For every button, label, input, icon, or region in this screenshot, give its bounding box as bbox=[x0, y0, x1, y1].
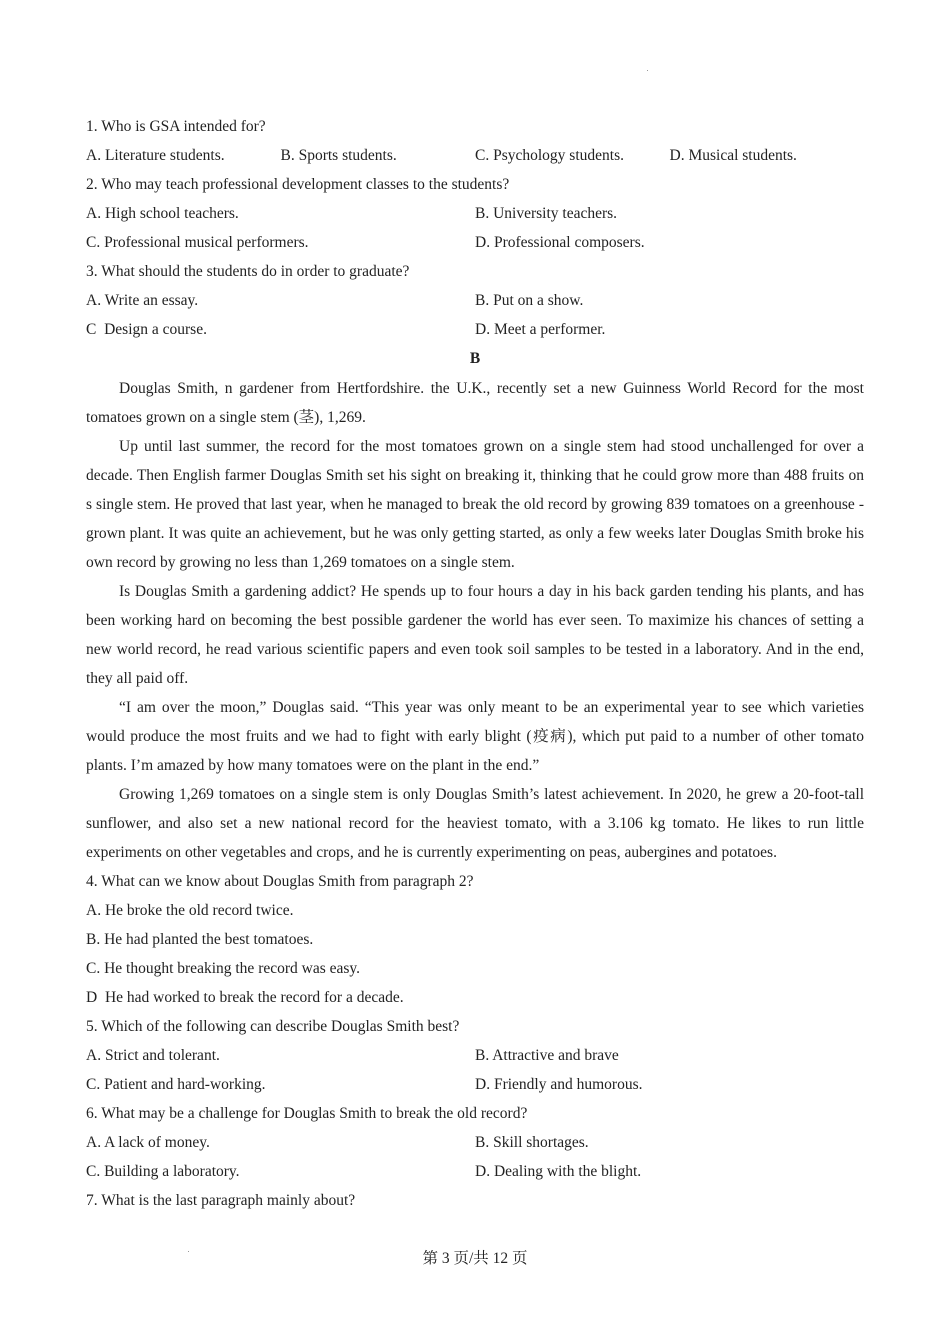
question-4: 4. What can we know about Douglas Smith from paragraph 2? bbox=[86, 873, 474, 890]
passage-paragraph-3: Is Douglas Smith a gardening addict? He spends up to four hours a day in his back garden tending his plants, and has been working hard on becoming the best possible gardener the world has ever seen. To maximize his chances of setting a new world record, he read various scientific papers and even took soil samples to be tested in a laboratory. And in the end, they all paid off. bbox=[86, 583, 864, 687]
question-3-options-row1 bbox=[86, 286, 864, 315]
option-d: D. Professional composers. bbox=[475, 234, 645, 251]
option-a: A. He broke the old record twice. bbox=[86, 902, 294, 919]
passage-paragraph-1: Douglas Smith, n gardener from Hertfordshire. the U.K., recently set a new Guinness World Record for the most tomatoes grown on a single stem (茎), 1,269. bbox=[86, 380, 864, 426]
option-b: B. He had planted the best tomatoes. bbox=[86, 931, 314, 948]
question-6-options-row1 bbox=[86, 1128, 864, 1157]
option-b: B. Sports students. bbox=[280, 147, 397, 164]
option-a: A. Literature students. bbox=[86, 147, 225, 164]
option-a: A. Write an essay. bbox=[86, 292, 199, 309]
option-a: A. A lack of money. bbox=[86, 1134, 210, 1151]
section-heading: B bbox=[469, 350, 481, 367]
scan-speck bbox=[647, 70, 648, 71]
passage-paragraph-2: Up until last summer, the record for the most tomatoes grown on a single stem had stood unchallenged for over a decade. Then English farmer Douglas Smith set his sight on breaking it, thinking that he could grow more than 488 fruits on s single stem. He proved that last year, when he managed to break the old record by growing 839 tomatoes on a greenhouse -grown plant. It was quite an achievement, but he was only getting started, as only a few weeks later Douglas Smith broke his own record by growing no less than 1,269 tomatoes on a single stem. bbox=[86, 438, 864, 571]
page-number: 第 3 页/共 12 页 bbox=[422, 1250, 528, 1267]
option-b: B. Attractive and brave bbox=[475, 1047, 619, 1064]
option-c: C. Professional musical performers. bbox=[86, 234, 309, 251]
question-2: 2. Who may teach professional development classes to the students? bbox=[86, 176, 510, 193]
option-a: A. Strict and tolerant. bbox=[86, 1047, 220, 1064]
question-3-options-row2 bbox=[86, 315, 864, 344]
option-c: C. Psychology students. bbox=[475, 147, 624, 164]
question-2-options-row2 bbox=[86, 228, 864, 257]
option-c: C. Patient and hard-working. bbox=[86, 1076, 266, 1093]
question-2-options-row1 bbox=[86, 199, 864, 228]
option-c: C. Building a laboratory. bbox=[86, 1163, 240, 1180]
option-d: D. Dealing with the blight. bbox=[475, 1163, 642, 1180]
option-a: A. High school teachers. bbox=[86, 205, 239, 222]
question-6: 6. What may be a challenge for Douglas Smith to break the old record? bbox=[86, 1105, 528, 1122]
option-b: B. Skill shortages. bbox=[475, 1134, 589, 1151]
option-d: D. Meet a performer. bbox=[475, 321, 606, 338]
question-5-options-row2 bbox=[86, 1070, 864, 1099]
option-d: D. Musical students. bbox=[669, 147, 797, 164]
passage-paragraph-4: “I am over the moon,” Douglas said. “This year was only meant to be an experimental year to see which varieties would produce the most fruits and we had to fight with early blight (疫病), which put paid to a number of other tomato plants. I’m amazed by how many tomatoes were on the plant in the end.” bbox=[86, 699, 864, 774]
question-6-options-row2 bbox=[86, 1157, 864, 1186]
option-d: D He had worked to break the record for a decade. bbox=[86, 989, 404, 1006]
question-3: 3. What should the students do in order to graduate? bbox=[86, 263, 410, 280]
question-1-options bbox=[86, 141, 864, 170]
option-d: D. Friendly and humorous. bbox=[475, 1076, 643, 1093]
question-5: 5. Which of the following can describe Douglas Smith best? bbox=[86, 1018, 460, 1035]
option-b: B. Put on a show. bbox=[475, 292, 584, 309]
option-c: C Design a course. bbox=[86, 321, 207, 338]
option-b: B. University teachers. bbox=[475, 205, 618, 222]
passage-paragraph-5: Growing 1,269 tomatoes on a single stem is only Douglas Smith’s latest achievement. In 2020, he grew a 20-foot-tall sunflower, and also set a new national record for the heaviest tomato, with a 3.106 kg tomato. He likes to run little experiments on other vegetables and crops, and he is currently experimenting on peas, aubergines and potatoes. bbox=[86, 786, 864, 861]
question-5-options-row1 bbox=[86, 1041, 864, 1070]
question-1: 1. Who is GSA intended for? bbox=[86, 118, 266, 135]
question-7: 7. What is the last paragraph mainly about? bbox=[86, 1192, 356, 1209]
document-page bbox=[86, 112, 864, 1215]
option-c: C. He thought breaking the record was easy. bbox=[86, 960, 361, 977]
